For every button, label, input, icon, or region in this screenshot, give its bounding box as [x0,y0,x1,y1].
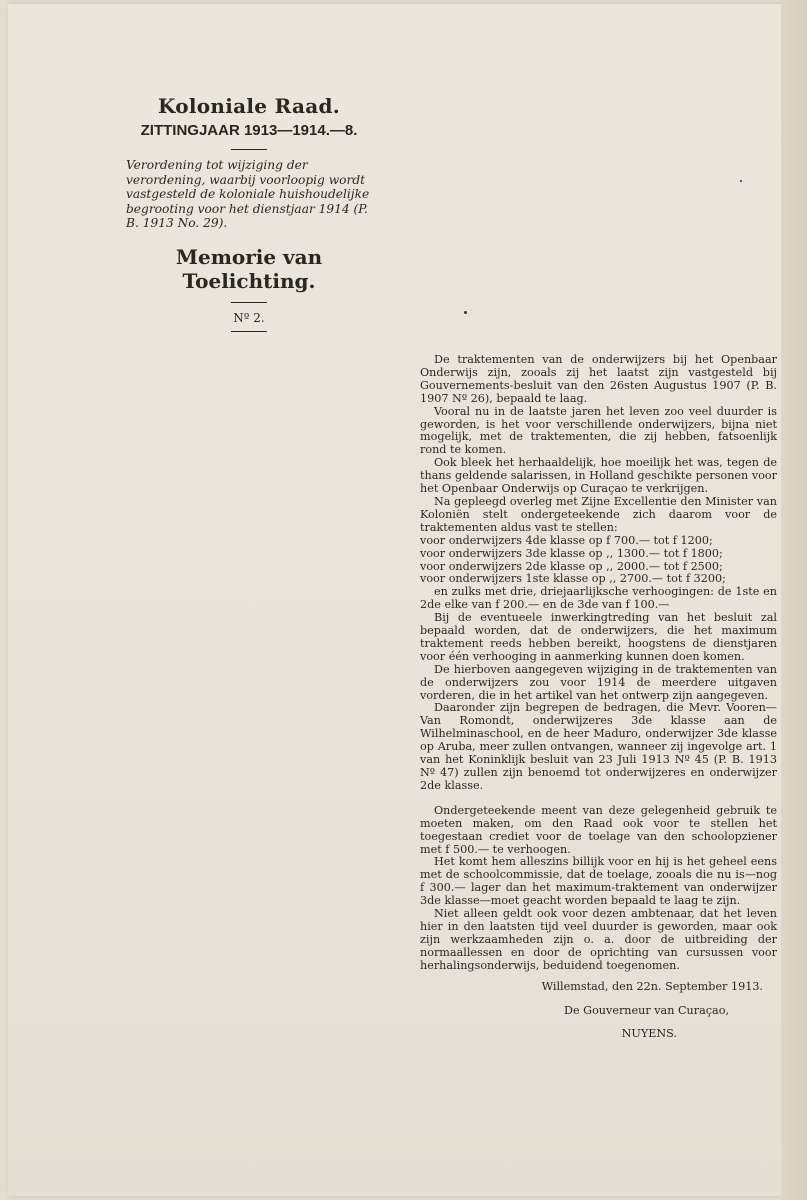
ordinance-description: Verordening tot wijziging der verordening, waarbij voorloopig wordt vastgesteld de koloniale huishoudelijke begrooting voor het dienstjaar 1914 (P. B. 1913 No. 29). [126,158,370,230]
paragraph: Het komt hem alleszins billijk voor en hij is het geheel eens met de schoolcommissie, dat de toelage, zooals die nu is—nog f 300.— lager dan het maximum-traktement van onderwijzer 3de klasse—moet geacht worden bepaald te laag te zijn. [420,855,777,908]
document-page [8,4,784,1196]
signatory-role: De Gouverneur van Curaçao, [563,1003,729,1017]
paragraph: Na gepleegd overleg met Zijne Excellentie den Minister van Koloniën stelt ondergeteekende zich daarom voor de traktementen aldus vast te stellen: [420,494,777,534]
paragraph: en zulks met drie, driejaarlijksche verhoogingen: de 1ste en 2de elke van f 200.— en de 3de van f 100.— [420,585,777,612]
paragraph: Daaronder zijn begrepen de bedragen, die Mevr. Vooren—Van Romondt, onderwijzeres 3de klasse aan de Wilhelminaschool, en de heer Maduro, onderwijzer 3de klasse op Aruba, meer zullen ontvangen, wanneer zij ingevolge art. 1 van het Koninklijk besluit van 23 Juli 1913 Nº 45 (P. B. 1913 Nº 47) zullen zijn benoemd tot onderwijzeres en onderwijzer 2de klasse. [420,701,777,792]
memorandum-heading: Memorie van Toelichting. [175,244,323,293]
paper-speck [740,180,742,182]
divider [231,149,267,150]
paragraph: Ook bleek het herhaaldelijk, hoe moeilijk het was, tegen de thans geldende salarissen, in Holland geschikte personen voor het Openbaar Onderwijs op Curaçao te verkrijgen. [420,456,777,496]
spacer [420,793,777,805]
salary-line: voor onderwijzers 3de klasse op ,, 1300.— tot f 1800; [420,546,723,560]
salary-line: voor onderwijzers 2de klasse op ,, 2000.— tot f 2500; [420,559,723,573]
memorandum-number: Nº 2. [233,310,265,325]
paragraph: Ondergeteekende meent van deze gelegenheid gebruik te moeten maken, om den Raad ook voor te stellen het toegestaan crediet voor de toelage van den schoolopziener met f 500.— te verhoogen. [420,803,777,856]
document-title: Koloniale Raad. [157,94,341,118]
divider [231,302,267,303]
paper-edge [781,0,807,1200]
salary-line: voor onderwijzers 4de klasse op f 700.— tot f 1200; [420,533,713,547]
paragraph: De hierboven aangegeven wijziging in de traktementen van de onderwijzers zou voor 1914 de meerdere uitgaven vorderen, die in het artikel van het ontwerp zijn aangegeven. [420,662,777,702]
paragraph: Bij de eventueele inwerkingtreding van het besluit zal bepaald worden, dat de onderwijzers, die het maximum traktement reeds hebben bereikt, hoogstens de dienstjaren voor één verhooging in aanmerking kunnen doen komen. [420,611,777,663]
document-header [118,94,380,340]
salary-line: voor onderwijzers 1ste klasse op ,, 2700.— tot f 3200; [420,572,726,586]
paragraph: Vooral nu in de laatste jaren het leven zoo veel duurder is geworden, is het voor verschillende onderwijzers, bijna niet mogelijk, met de traktementen, die zij hebben, fatsoenlijk rond te komen. [420,404,777,457]
divider [231,331,267,332]
paragraph: Niet alleen geldt ook voor dezen ambtenaar, dat het leven hier in den laatsten tijd veel duurder is geworden, maar ook zijn werkzaamheden zijn o. a. door de uitbreiding der normaallessen en door de oprichting van cursussen voor herhalingsonderwijs, beduidend toegenomen. [420,907,777,972]
memorandum-body [420,354,777,1041]
session-year: ZITTINGJAAR 1913—1914.—8. [140,122,358,139]
paper-speck [464,311,467,314]
signatory-name: NUYENS. [621,1027,677,1041]
place-date: Willemstad, den 22n. September 1913. [541,979,763,993]
paragraph: De traktementen van de onderwijzers bij het Openbaar Onderwijs zijn, zooals zij het laatst zijn vastgesteld bij Gouvernements-besluit van den 26sten Augustus 1907 (P. B. 1907 Nº 26), bepaald te laag. [420,353,777,405]
